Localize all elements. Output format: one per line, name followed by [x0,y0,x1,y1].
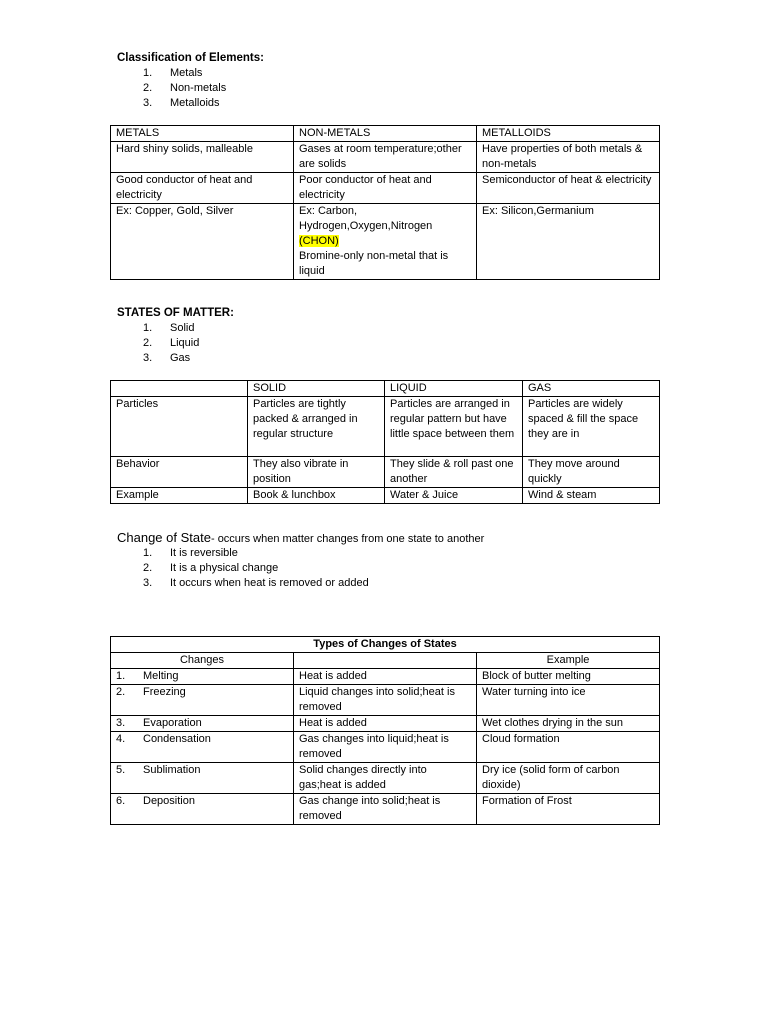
row-number: 4. [116,733,126,745]
change-name-cell [111,763,294,794]
table-cell: Solid changes directly into gas;heat is added [294,763,477,794]
table-cell: Semiconductor of heat & electricity [477,173,660,204]
row-number: 5. [116,764,126,776]
table-header-row [111,653,660,669]
chon-highlight: (CHON) [299,235,339,247]
list-text: Non-metals [170,82,227,94]
table-row [111,173,660,204]
row-label: Example [111,488,248,504]
table-cell [294,204,477,280]
table-cell: Gas changes into liquid;heat is removed [294,732,477,763]
table-cell: Gas change into solid;heat is removed [294,794,477,825]
header-nonmetals: NON-METALS [294,126,477,142]
list-item [117,576,369,591]
table-cell: Hard shiny solids, malleable [111,142,294,173]
row-number: 1. [116,670,126,682]
change-name: Deposition [143,795,195,807]
list-number: 2. [143,562,153,574]
list-number: 1. [143,547,153,559]
list-item [117,81,226,96]
classification-heading: Classification of Elements: [117,52,264,64]
header-changes: Changes [111,653,294,669]
table-cell: Block of butter melting [477,669,660,685]
list-item [117,96,226,111]
row-number: 6. [116,795,126,807]
list-text: Liquid [170,337,200,349]
list-number: 2. [143,337,153,349]
header-metals: METALS [111,126,294,142]
table-cell: Formation of Frost [477,794,660,825]
nonmetals-example: Ex: Carbon, Hydrogen,Oxygen,Nitrogen [299,205,433,232]
row-number: 3. [116,717,126,729]
table-cell: Heat is added [294,669,477,685]
list-text: Metalloids [170,97,220,109]
change-name: Evaporation [143,717,202,729]
row-number: 2. [116,686,126,698]
table-cell: Cloud formation [477,732,660,763]
change-of-state-definition: - occurs when matter changes from one state to another [210,533,485,545]
table-row [111,204,660,280]
changes-table [110,636,660,825]
list-number: 3. [143,577,153,589]
table-cell: Water & Juice [385,488,523,504]
table-cell: Ex: Silicon,Germanium [477,204,660,280]
table-cell: They slide & roll past one another [385,457,523,488]
table-cell: Wet clothes drying in the sun [477,716,660,732]
list-item [117,66,226,81]
header-gas: GAS [523,381,660,397]
list-text: It is reversible [170,547,238,559]
change-of-state-heading [117,530,484,545]
change-of-state-title: Change of State [117,530,211,545]
change-name-cell [111,685,294,716]
classification-list [117,66,226,111]
change-name: Freezing [143,686,186,698]
table-row [111,763,660,794]
list-item [117,336,199,351]
table-row [111,397,660,457]
table-cell: Liquid changes into solid;heat is removed [294,685,477,716]
table-cell: Particles are arranged in regular pattern but have little space between them [385,397,523,457]
table-cell: Gases at room temperature;other are solids [294,142,477,173]
change-name: Melting [143,670,179,682]
change-name-cell [111,794,294,825]
changes-table-title: Types of Changes of States [111,637,660,653]
change-name: Condensation [143,733,211,745]
list-item [117,321,199,336]
table-cell: Heat is added [294,716,477,732]
header-metalloids: METALLOIDS [477,126,660,142]
table-row [111,794,660,825]
table-row [111,685,660,716]
bromine-note: Bromine-only non-metal that is liquid [299,250,449,277]
table-cell: Particles are widely spaced & fill the space they are in [523,397,660,457]
change-name-cell [111,732,294,763]
table-header-row [111,126,660,142]
list-text: Solid [170,322,195,334]
change-name-cell [111,669,294,685]
table-cell: Dry ice (solid form of carbon dioxide) [477,763,660,794]
table-row [111,457,660,488]
list-item [117,546,369,561]
header-solid: SOLID [248,381,385,397]
row-label: Particles [111,397,248,457]
table-title-row [111,637,660,653]
list-text: Gas [170,352,191,364]
states-heading: STATES OF MATTER: [117,307,234,319]
header-example: Example [477,653,660,669]
table-cell: Poor conductor of heat and electricity [294,173,477,204]
table-cell: Particles are tightly packed & arranged in regular structure [248,397,385,457]
table-cell: Book & lunchbox [248,488,385,504]
states-table [110,380,660,504]
row-label: Behavior [111,457,248,488]
list-item [117,351,199,366]
states-list [117,321,199,366]
table-row [111,732,660,763]
table-header-row [111,381,660,397]
list-text: It is a physical change [170,562,279,574]
table-cell: Ex: Copper, Gold, Silver [111,204,294,280]
table-cell: Water turning into ice [477,685,660,716]
table-cell: Good conductor of heat and electricity [111,173,294,204]
table-row [111,669,660,685]
table-row [111,716,660,732]
elements-table [110,125,660,280]
table-cell: They also vibrate in position [248,457,385,488]
header-empty [111,381,248,397]
change-name: Sublimation [143,764,201,776]
change-name-cell [111,716,294,732]
table-cell: Have properties of both metals & non-metals [477,142,660,173]
list-number: 2. [143,82,153,94]
table-cell: They move around quickly [523,457,660,488]
list-number: 3. [143,352,153,364]
list-text: It occurs when heat is removed or added [170,577,369,589]
change-of-state-list [117,546,369,591]
list-text: Metals [170,67,203,79]
list-number: 1. [143,67,153,79]
table-row [111,488,660,504]
header-empty [294,653,477,669]
table-cell: Wind & steam [523,488,660,504]
header-liquid: LIQUID [385,381,523,397]
list-item [117,561,369,576]
list-number: 3. [143,97,153,109]
table-row [111,142,660,173]
list-number: 1. [143,322,153,334]
